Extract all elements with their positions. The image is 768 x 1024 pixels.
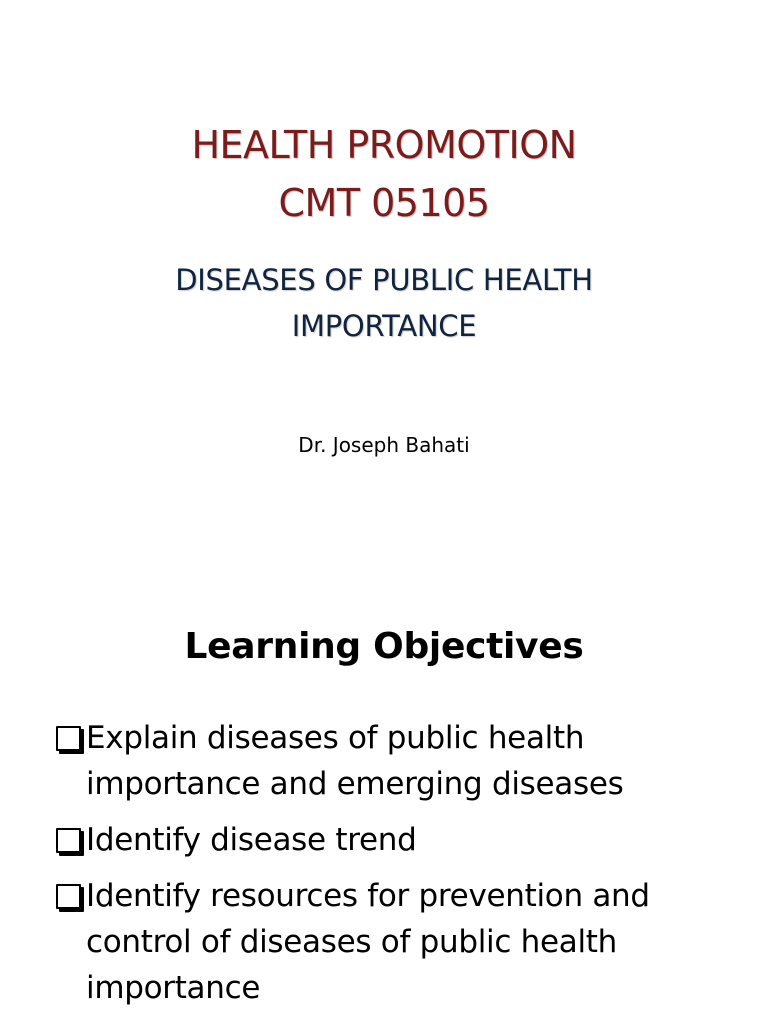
slide-heading: Learning Objectives <box>184 626 584 667</box>
slide-subtitle-line-2: IMPORTANCE <box>291 309 477 343</box>
author-name: Dr. Joseph Bahati <box>298 433 470 457</box>
objective-item-3 <box>56 873 756 1011</box>
check-box-icon <box>56 726 81 751</box>
objective-text-1: Explain diseases of public health importance and emerging diseases <box>86 720 624 802</box>
check-box-icon <box>56 884 81 909</box>
slide-subtitle-line-1: DISEASES OF PUBLIC HEALTH <box>175 263 593 297</box>
objectives-list <box>56 715 756 1021</box>
objective-text-3: Identify resources for prevention and control of diseases of public health importance <box>86 878 650 1006</box>
objective-item-2 <box>56 817 756 863</box>
check-box-icon <box>56 828 81 853</box>
objective-item-1 <box>56 715 756 807</box>
slide-title-line-2: CMT 05105 <box>278 181 490 225</box>
objectives-slide <box>0 575 768 1024</box>
objective-text-2: Identify disease trend <box>86 822 417 858</box>
slide-title-line-1: HEALTH PROMOTION <box>191 123 577 167</box>
